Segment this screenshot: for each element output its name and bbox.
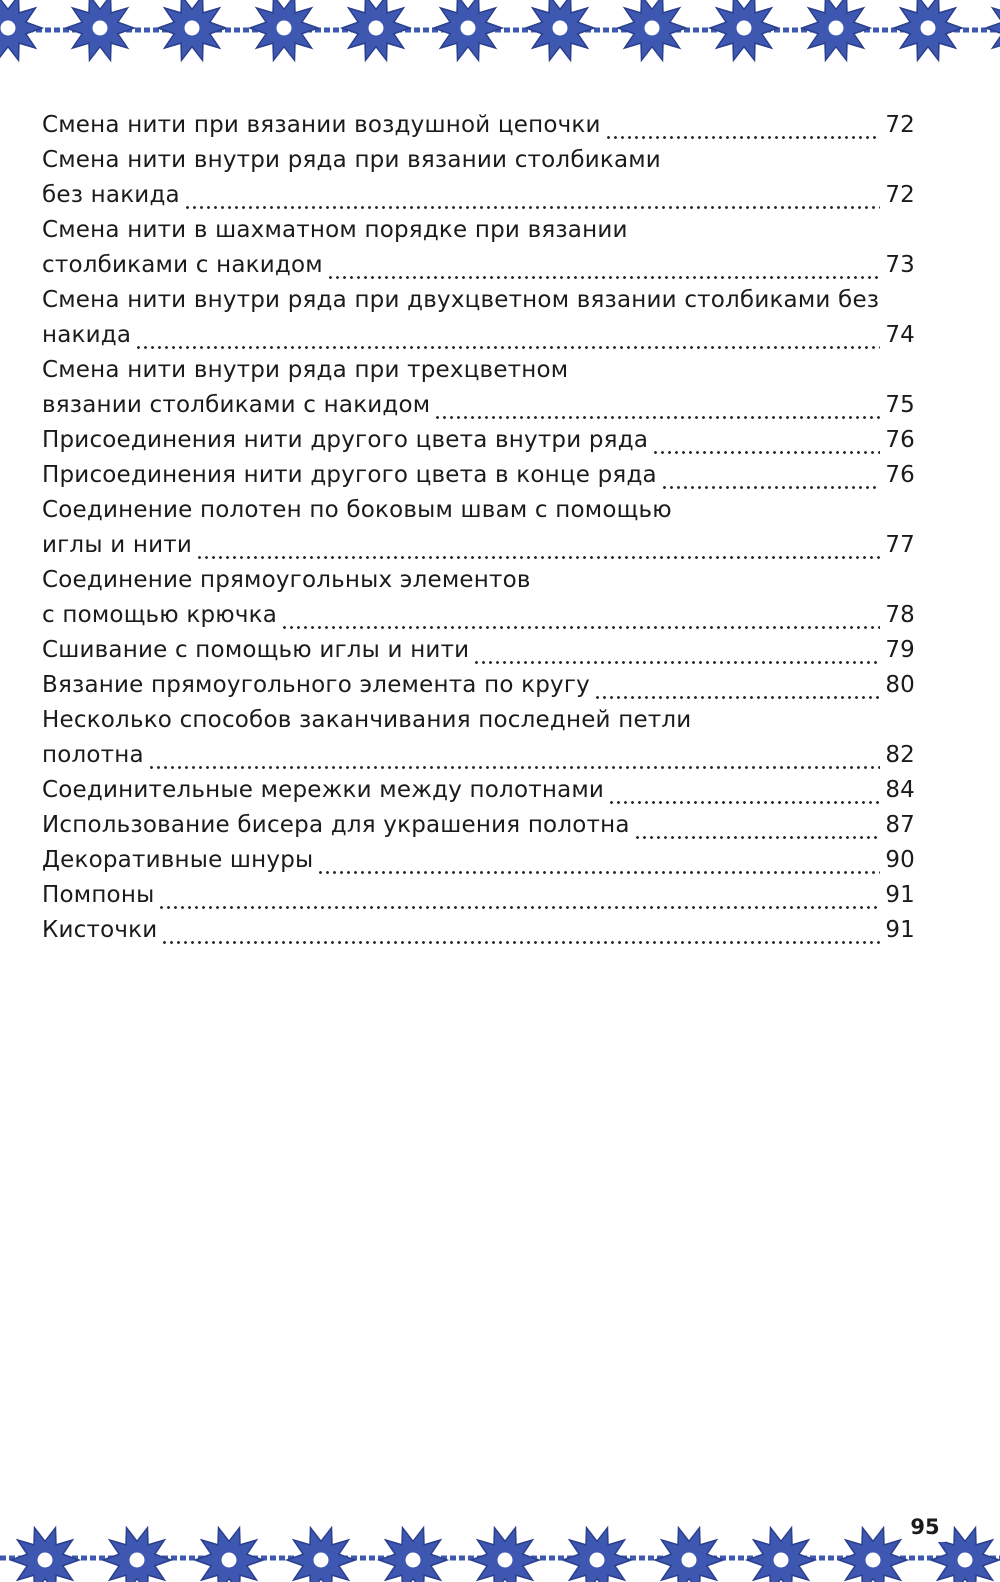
- toc-entry-title: Сшивание с помощью иглы и нити: [42, 637, 470, 663]
- toc-page-number: 82: [885, 742, 915, 768]
- toc-entry-line: [42, 808, 915, 843]
- toc-entry-title: Соединение прямоугольных элементов: [42, 567, 531, 593]
- top-lace-border: [0, 0, 1000, 70]
- toc-entry-line: [42, 178, 915, 213]
- lace-motif: [287, 1528, 355, 1582]
- toc-page-number: 91: [885, 917, 915, 943]
- dot-leader: [473, 633, 880, 668]
- lace-motif: [526, 0, 594, 60]
- toc-entry-title: Смена нити в шахматном порядке при вязании: [42, 217, 628, 243]
- toc-entry-title: столбиками с накидом: [42, 252, 323, 278]
- toc-page-number: 84: [885, 777, 915, 803]
- toc-entry: [42, 283, 915, 353]
- toc-entry-line: [42, 248, 915, 283]
- toc-entry: [42, 668, 915, 703]
- toc-entry-line: [42, 633, 915, 668]
- toc-entry: [42, 808, 915, 843]
- toc-entry-title: Смена нити внутри ряда при вязании столбиками: [42, 147, 661, 173]
- dot-leader: [317, 843, 880, 878]
- dot-leader: [634, 808, 881, 843]
- toc-entry-line: [42, 668, 915, 703]
- toc-entry-line: [42, 598, 915, 633]
- page-number: 95: [905, 1512, 945, 1542]
- lace-motif: [747, 1528, 815, 1582]
- dot-leader: [135, 318, 880, 353]
- dot-leader: [184, 178, 880, 213]
- toc-entry-title: Вязание прямоугольного элемента по кругу: [42, 672, 590, 698]
- lace-motif: [158, 0, 226, 60]
- lace-motif: [894, 0, 962, 60]
- toc-entry-line: [42, 563, 915, 598]
- bottom-lace-border: [0, 1512, 1000, 1582]
- toc-page-number: 72: [885, 112, 915, 138]
- toc-entry: [42, 563, 915, 633]
- toc-entry-title: Соединительные мережки между полотнами: [42, 777, 605, 803]
- dot-leader: [594, 668, 880, 703]
- toc-entry-line: [42, 423, 915, 458]
- lace-motif: [11, 1528, 79, 1582]
- toc-entry-title: Помпоны: [42, 882, 155, 908]
- dot-leader: [196, 528, 880, 563]
- dot-leader: [434, 388, 880, 423]
- toc-page-number: 87: [885, 812, 915, 838]
- toc-entry-title: иглы и нити: [42, 532, 192, 558]
- lace-border-graphic: [0, 0, 1000, 70]
- toc-entry: [42, 843, 915, 878]
- toc-page-number: 90: [885, 847, 915, 873]
- lace-motif: [250, 0, 318, 60]
- toc-entry-title: без накида: [42, 182, 180, 208]
- toc-entry-title: вязании столбиками с накидом: [42, 392, 431, 418]
- lace-motif: [839, 1528, 907, 1582]
- lace-motif: [342, 0, 410, 60]
- toc-entry-line: [42, 388, 915, 423]
- toc-entry-line: [42, 528, 915, 563]
- lace-motif: [563, 1528, 631, 1582]
- lace-motif: [986, 0, 1000, 60]
- lace-motif: [0, 0, 42, 60]
- lace-motif: [471, 1528, 539, 1582]
- toc-page-number: 72: [885, 182, 915, 208]
- toc-entry-title: Использование бисера для украшения полотна: [42, 812, 630, 838]
- toc-page-number: 76: [885, 427, 915, 453]
- dot-leader: [281, 598, 880, 633]
- toc-entry-line: [42, 108, 915, 143]
- toc-entry: [42, 773, 915, 808]
- toc-entry-title: с помощью крючка: [42, 602, 278, 628]
- toc-entry-line: [42, 458, 915, 493]
- toc-page-number: 75: [885, 392, 915, 418]
- toc-entry-title: Присоединения нити другого цвета внутри ряда: [42, 427, 649, 453]
- toc-page-number: 73: [885, 252, 915, 278]
- table-of-contents: [42, 108, 915, 948]
- toc-entry-line: [42, 738, 915, 773]
- toc-entry-title: накида: [42, 322, 132, 348]
- toc-entry: [42, 423, 915, 458]
- toc-page-number: 80: [885, 672, 915, 698]
- toc-entry: [42, 353, 915, 423]
- toc-entry: [42, 878, 915, 913]
- toc-entry-title: Присоединения нити другого цвета в конце ряда: [42, 462, 657, 488]
- dot-leader: [661, 458, 880, 493]
- toc-page-number: 79: [885, 637, 915, 663]
- lace-motif: [710, 0, 778, 60]
- toc-entry-line: [42, 143, 915, 178]
- toc-entry: [42, 143, 915, 213]
- lace-motif: [802, 0, 870, 60]
- toc-entry-line: [42, 283, 915, 318]
- dot-leader: [652, 423, 880, 458]
- dot-leader: [605, 108, 881, 143]
- dot-leader: [158, 878, 880, 913]
- toc-page-number: 78: [885, 602, 915, 628]
- toc-entry: [42, 703, 915, 773]
- toc-entry-title: Несколько способов заканчивания последней петли: [42, 707, 692, 733]
- toc-entry-line: [42, 703, 915, 738]
- lace-motif: [618, 0, 686, 60]
- dot-leader: [608, 773, 880, 808]
- dot-leader: [161, 913, 880, 948]
- toc-entry-line: [42, 353, 915, 388]
- lace-motif: [655, 1528, 723, 1582]
- dot-leader: [327, 248, 881, 283]
- toc-entry-line: [42, 843, 915, 878]
- toc-entry-title: Кисточки: [42, 917, 158, 943]
- toc-entry-line: [42, 913, 915, 948]
- lace-motif: [66, 0, 134, 60]
- toc-entry: [42, 633, 915, 668]
- toc-entry-title: Декоративные шнуры: [42, 847, 314, 873]
- toc-entry: [42, 213, 915, 283]
- toc-page-number: 74: [885, 322, 915, 348]
- toc-entry: [42, 458, 915, 493]
- toc-entry-line: [42, 318, 915, 353]
- toc-entry-title: Смена нити при вязании воздушной цепочки: [42, 112, 601, 138]
- toc-entry-title: Смена нити внутри ряда при двухцветном вязании столбиками без: [42, 287, 880, 313]
- toc-entry: [42, 913, 915, 948]
- toc-page-number: 77: [885, 532, 915, 558]
- toc-entry-title: Смена нити внутри ряда при трехцветном: [42, 357, 569, 383]
- lace-border-graphic: [0, 1512, 1000, 1582]
- toc-entry: [42, 108, 915, 143]
- toc-page-number: 91: [885, 882, 915, 908]
- toc-entry-line: [42, 213, 915, 248]
- toc-entry-line: [42, 773, 915, 808]
- lace-motif: [379, 1528, 447, 1582]
- toc-entry-title: Соединение полотен по боковым швам с помощью: [42, 497, 672, 523]
- lace-motif: [434, 0, 502, 60]
- toc-entry-title: полотна: [42, 742, 144, 768]
- toc-entry-line: [42, 878, 915, 913]
- toc-page-number: 76: [885, 462, 915, 488]
- toc-entry-line: [42, 493, 915, 528]
- lace-motif: [103, 1528, 171, 1582]
- lace-motif: [195, 1528, 263, 1582]
- dot-leader: [148, 738, 881, 773]
- toc-entry: [42, 493, 915, 563]
